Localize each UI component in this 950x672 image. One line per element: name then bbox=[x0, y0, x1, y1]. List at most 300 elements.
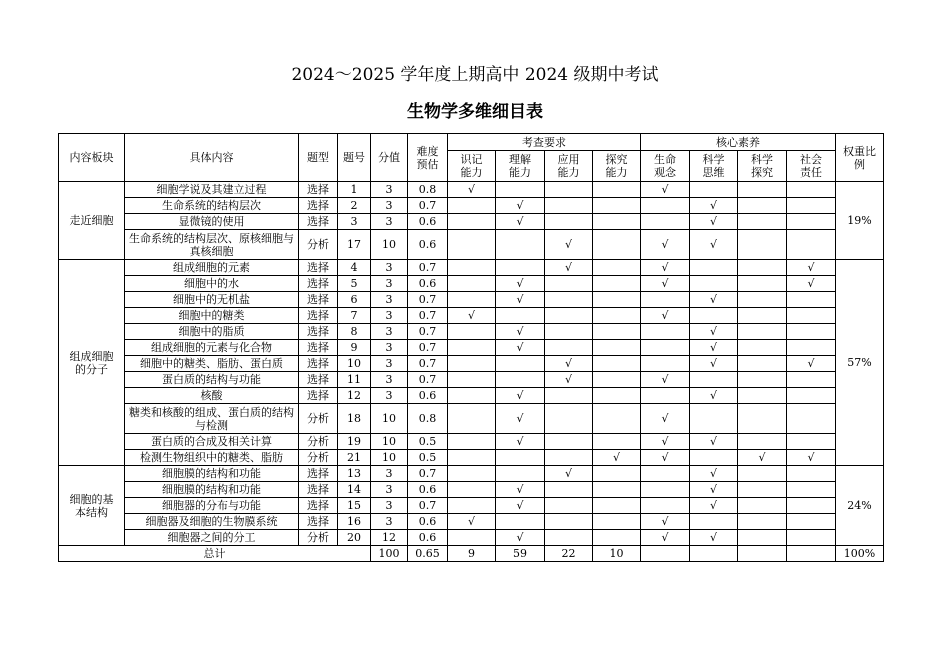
difficulty-cell: 0.6 bbox=[408, 276, 448, 292]
core-check-cell bbox=[641, 530, 690, 546]
check-mark-icon: √ bbox=[807, 277, 815, 290]
requirement-check-cell bbox=[593, 466, 641, 482]
content-cell: 组成细胞的元素 bbox=[125, 260, 299, 276]
type-cell: 分析 bbox=[299, 434, 338, 450]
requirement-check-cell bbox=[593, 372, 641, 388]
requirement-check-cell bbox=[448, 372, 496, 388]
content-cell: 生命系统的结构层次、原核细胞与真核细胞 bbox=[125, 230, 299, 260]
table-row bbox=[59, 498, 884, 514]
check-mark-icon: √ bbox=[661, 277, 669, 290]
check-mark-icon: √ bbox=[564, 261, 572, 274]
requirement-check-cell bbox=[545, 514, 593, 530]
core-check-cell bbox=[690, 260, 738, 276]
requirement-check-cell bbox=[496, 276, 545, 292]
core-check-cell bbox=[641, 434, 690, 450]
check-mark-icon: √ bbox=[709, 325, 717, 338]
core-check-cell bbox=[787, 182, 836, 198]
check-mark-icon: √ bbox=[661, 373, 669, 386]
score-cell: 3 bbox=[371, 292, 408, 308]
header-score: 分值 bbox=[371, 134, 408, 182]
header-core-col: 社会责任 bbox=[787, 151, 836, 182]
core-check-cell bbox=[738, 356, 787, 372]
requirement-check-cell bbox=[448, 514, 496, 530]
header-core-col: 科学探究 bbox=[738, 151, 787, 182]
difficulty-cell: 0.7 bbox=[408, 498, 448, 514]
content-cell: 细胞学说及其建立过程 bbox=[125, 182, 299, 198]
check-mark-icon: √ bbox=[709, 199, 717, 212]
core-check-cell bbox=[641, 466, 690, 482]
core-check-cell bbox=[690, 276, 738, 292]
core-check-cell bbox=[738, 182, 787, 198]
core-check-cell bbox=[641, 324, 690, 340]
requirement-check-cell bbox=[593, 260, 641, 276]
requirement-check-cell bbox=[448, 276, 496, 292]
core-check-cell bbox=[690, 214, 738, 230]
core-check-cell bbox=[787, 434, 836, 450]
requirement-check-cell bbox=[545, 450, 593, 466]
content-cell: 细胞器之间的分工 bbox=[125, 530, 299, 546]
requirement-check-cell bbox=[496, 324, 545, 340]
score-cell: 3 bbox=[371, 514, 408, 530]
table-row bbox=[59, 466, 884, 482]
check-mark-icon: √ bbox=[709, 341, 717, 354]
check-mark-icon: √ bbox=[564, 357, 572, 370]
core-check-cell bbox=[690, 514, 738, 530]
type-cell: 选择 bbox=[299, 466, 338, 482]
header-core-col: 生命观念 bbox=[641, 151, 690, 182]
number-cell: 19 bbox=[338, 434, 371, 450]
content-cell: 生命系统的结构层次 bbox=[125, 198, 299, 214]
core-check-cell bbox=[787, 198, 836, 214]
requirement-check-cell bbox=[593, 324, 641, 340]
header-module: 内容板块 bbox=[59, 134, 125, 182]
type-cell: 选择 bbox=[299, 276, 338, 292]
check-mark-icon: √ bbox=[661, 261, 669, 274]
core-check-cell bbox=[690, 372, 738, 388]
core-check-cell bbox=[641, 482, 690, 498]
score-cell: 3 bbox=[371, 482, 408, 498]
number-cell: 10 bbox=[338, 356, 371, 372]
requirement-check-cell bbox=[593, 388, 641, 404]
number-cell: 5 bbox=[338, 276, 371, 292]
table-row bbox=[59, 514, 884, 530]
requirement-check-cell bbox=[448, 340, 496, 356]
check-mark-icon: √ bbox=[467, 309, 475, 322]
requirement-check-cell bbox=[545, 482, 593, 498]
core-check-cell bbox=[690, 530, 738, 546]
content-cell: 显微镜的使用 bbox=[125, 214, 299, 230]
number-cell: 4 bbox=[338, 260, 371, 276]
check-mark-icon: √ bbox=[467, 515, 475, 528]
table-row bbox=[59, 230, 884, 260]
check-mark-icon: √ bbox=[758, 451, 766, 464]
core-check-cell bbox=[787, 482, 836, 498]
check-mark-icon: √ bbox=[516, 199, 524, 212]
content-cell: 组成细胞的元素与化合物 bbox=[125, 340, 299, 356]
requirement-check-cell bbox=[593, 404, 641, 434]
core-check-cell bbox=[641, 450, 690, 466]
total-label: 总计 bbox=[59, 546, 371, 562]
core-check-cell bbox=[690, 466, 738, 482]
core-check-cell bbox=[787, 276, 836, 292]
score-cell: 12 bbox=[371, 530, 408, 546]
type-cell: 选择 bbox=[299, 372, 338, 388]
requirement-check-cell bbox=[545, 356, 593, 372]
core-check-cell bbox=[690, 292, 738, 308]
requirement-check-cell bbox=[593, 308, 641, 324]
content-cell: 细胞中的水 bbox=[125, 276, 299, 292]
header-req-col: 理解能力 bbox=[496, 151, 545, 182]
core-check-cell bbox=[641, 182, 690, 198]
core-check-cell bbox=[787, 324, 836, 340]
requirement-check-cell bbox=[496, 198, 545, 214]
header-difficulty: 难度预估 bbox=[408, 134, 448, 182]
check-mark-icon: √ bbox=[709, 467, 717, 480]
score-cell: 3 bbox=[371, 308, 408, 324]
difficulty-cell: 0.7 bbox=[408, 292, 448, 308]
table-row bbox=[59, 404, 884, 434]
requirement-check-cell bbox=[448, 198, 496, 214]
score-cell: 10 bbox=[371, 434, 408, 450]
total-requirement-count: 10 bbox=[593, 546, 641, 562]
requirement-check-cell bbox=[496, 308, 545, 324]
header-number: 题号 bbox=[338, 134, 371, 182]
core-check-cell bbox=[738, 372, 787, 388]
header-weight: 权重比例 bbox=[836, 134, 884, 182]
total-core-cell bbox=[690, 546, 738, 562]
header-core-literacy: 核心素养 bbox=[641, 134, 836, 151]
difficulty-cell: 0.7 bbox=[408, 340, 448, 356]
core-check-cell bbox=[690, 340, 738, 356]
number-cell: 12 bbox=[338, 388, 371, 404]
core-check-cell bbox=[641, 198, 690, 214]
requirement-check-cell bbox=[593, 182, 641, 198]
requirement-check-cell bbox=[448, 356, 496, 372]
difficulty-cell: 0.6 bbox=[408, 482, 448, 498]
weight-cell: 19% bbox=[836, 182, 884, 260]
core-check-cell bbox=[690, 308, 738, 324]
score-cell: 3 bbox=[371, 356, 408, 372]
difficulty-cell: 0.8 bbox=[408, 404, 448, 434]
core-check-cell bbox=[641, 388, 690, 404]
core-check-cell bbox=[738, 514, 787, 530]
table-row bbox=[59, 434, 884, 450]
requirement-check-cell bbox=[496, 340, 545, 356]
header-req-col: 识记能力 bbox=[448, 151, 496, 182]
number-cell: 16 bbox=[338, 514, 371, 530]
core-check-cell bbox=[690, 482, 738, 498]
requirement-check-cell bbox=[545, 466, 593, 482]
score-cell: 3 bbox=[371, 324, 408, 340]
requirement-check-cell bbox=[448, 324, 496, 340]
requirement-check-cell bbox=[448, 482, 496, 498]
check-mark-icon: √ bbox=[709, 357, 717, 370]
core-check-cell bbox=[641, 276, 690, 292]
number-cell: 7 bbox=[338, 308, 371, 324]
core-check-cell bbox=[787, 214, 836, 230]
total-requirement-count: 9 bbox=[448, 546, 496, 562]
requirement-check-cell bbox=[545, 404, 593, 434]
core-check-cell bbox=[690, 230, 738, 260]
requirement-check-cell bbox=[593, 292, 641, 308]
core-check-cell bbox=[738, 340, 787, 356]
difficulty-cell: 0.5 bbox=[408, 434, 448, 450]
type-cell: 分析 bbox=[299, 404, 338, 434]
core-check-cell bbox=[787, 466, 836, 482]
score-cell: 3 bbox=[371, 260, 408, 276]
check-mark-icon: √ bbox=[516, 325, 524, 338]
core-check-cell bbox=[641, 404, 690, 434]
requirement-check-cell bbox=[545, 324, 593, 340]
core-check-cell bbox=[641, 498, 690, 514]
check-mark-icon: √ bbox=[516, 412, 524, 425]
requirement-check-cell bbox=[496, 260, 545, 276]
core-check-cell bbox=[738, 308, 787, 324]
core-check-cell bbox=[787, 514, 836, 530]
type-cell: 选择 bbox=[299, 182, 338, 198]
total-core-cell bbox=[641, 546, 690, 562]
check-mark-icon: √ bbox=[661, 515, 669, 528]
type-cell: 分析 bbox=[299, 230, 338, 260]
core-check-cell bbox=[690, 356, 738, 372]
core-check-cell bbox=[738, 214, 787, 230]
module-name: 组成细胞的分子 bbox=[59, 260, 125, 466]
content-cell: 细胞膜的结构和功能 bbox=[125, 482, 299, 498]
table-row bbox=[59, 372, 884, 388]
core-check-cell bbox=[787, 450, 836, 466]
number-cell: 14 bbox=[338, 482, 371, 498]
spec-table bbox=[58, 133, 884, 562]
check-mark-icon: √ bbox=[661, 238, 669, 251]
requirement-check-cell bbox=[496, 292, 545, 308]
check-mark-icon: √ bbox=[709, 435, 717, 448]
type-cell: 选择 bbox=[299, 482, 338, 498]
difficulty-cell: 0.6 bbox=[408, 514, 448, 530]
score-cell: 3 bbox=[371, 214, 408, 230]
total-core-cell bbox=[787, 546, 836, 562]
header-core-col: 科学思维 bbox=[690, 151, 738, 182]
difficulty-cell: 0.6 bbox=[408, 388, 448, 404]
number-cell: 8 bbox=[338, 324, 371, 340]
module-name: 走近细胞 bbox=[59, 182, 125, 260]
total-score: 100 bbox=[371, 546, 408, 562]
score-cell: 10 bbox=[371, 450, 408, 466]
type-cell: 选择 bbox=[299, 356, 338, 372]
core-check-cell bbox=[690, 388, 738, 404]
requirement-check-cell bbox=[448, 466, 496, 482]
requirement-check-cell bbox=[593, 482, 641, 498]
requirement-check-cell bbox=[545, 230, 593, 260]
core-check-cell bbox=[641, 356, 690, 372]
type-cell: 分析 bbox=[299, 450, 338, 466]
requirement-check-cell bbox=[448, 308, 496, 324]
requirement-check-cell bbox=[545, 276, 593, 292]
score-cell: 3 bbox=[371, 198, 408, 214]
check-mark-icon: √ bbox=[661, 451, 669, 464]
requirement-check-cell bbox=[545, 214, 593, 230]
number-cell: 1 bbox=[338, 182, 371, 198]
number-cell: 15 bbox=[338, 498, 371, 514]
difficulty-cell: 0.7 bbox=[408, 198, 448, 214]
score-cell: 3 bbox=[371, 498, 408, 514]
table-row bbox=[59, 276, 884, 292]
check-mark-icon: √ bbox=[709, 531, 717, 544]
requirement-check-cell bbox=[545, 182, 593, 198]
table-row bbox=[59, 214, 884, 230]
number-cell: 11 bbox=[338, 372, 371, 388]
requirement-check-cell bbox=[448, 260, 496, 276]
check-mark-icon: √ bbox=[612, 451, 620, 464]
check-mark-icon: √ bbox=[516, 531, 524, 544]
content-cell: 蛋白质的合成及相关计算 bbox=[125, 434, 299, 450]
content-cell: 细胞中的无机盐 bbox=[125, 292, 299, 308]
header-req-col: 应用能力 bbox=[545, 151, 593, 182]
content-cell: 核酸 bbox=[125, 388, 299, 404]
type-cell: 选择 bbox=[299, 292, 338, 308]
core-check-cell bbox=[787, 308, 836, 324]
number-cell: 18 bbox=[338, 404, 371, 434]
core-check-cell bbox=[738, 530, 787, 546]
requirement-check-cell bbox=[593, 340, 641, 356]
requirement-check-cell bbox=[496, 498, 545, 514]
score-cell: 3 bbox=[371, 276, 408, 292]
type-cell: 选择 bbox=[299, 324, 338, 340]
requirement-check-cell bbox=[448, 292, 496, 308]
core-check-cell bbox=[787, 404, 836, 434]
check-mark-icon: √ bbox=[709, 238, 717, 251]
number-cell: 3 bbox=[338, 214, 371, 230]
table-row bbox=[59, 260, 884, 276]
requirement-check-cell bbox=[593, 434, 641, 450]
core-check-cell bbox=[641, 230, 690, 260]
check-mark-icon: √ bbox=[564, 373, 572, 386]
requirement-check-cell bbox=[545, 292, 593, 308]
requirement-check-cell bbox=[448, 450, 496, 466]
requirement-check-cell bbox=[593, 450, 641, 466]
requirement-check-cell bbox=[448, 230, 496, 260]
requirement-check-cell bbox=[496, 450, 545, 466]
number-cell: 21 bbox=[338, 450, 371, 466]
number-cell: 6 bbox=[338, 292, 371, 308]
check-mark-icon: √ bbox=[516, 341, 524, 354]
requirement-check-cell bbox=[496, 466, 545, 482]
requirement-check-cell bbox=[496, 434, 545, 450]
core-check-cell bbox=[641, 372, 690, 388]
number-cell: 17 bbox=[338, 230, 371, 260]
requirement-check-cell bbox=[545, 372, 593, 388]
table-row bbox=[59, 388, 884, 404]
number-cell: 9 bbox=[338, 340, 371, 356]
core-check-cell bbox=[690, 182, 738, 198]
check-mark-icon: √ bbox=[709, 293, 717, 306]
total-requirement-count: 59 bbox=[496, 546, 545, 562]
header-row-1 bbox=[59, 134, 884, 151]
requirement-check-cell bbox=[593, 514, 641, 530]
content-cell: 细胞中的脂质 bbox=[125, 324, 299, 340]
core-check-cell bbox=[738, 260, 787, 276]
check-mark-icon: √ bbox=[516, 277, 524, 290]
table-row bbox=[59, 450, 884, 466]
check-mark-icon: √ bbox=[564, 467, 572, 480]
score-cell: 3 bbox=[371, 388, 408, 404]
requirement-check-cell bbox=[593, 214, 641, 230]
core-check-cell bbox=[641, 340, 690, 356]
total-difficulty: 0.65 bbox=[408, 546, 448, 562]
core-check-cell bbox=[738, 292, 787, 308]
requirement-check-cell bbox=[545, 198, 593, 214]
core-check-cell bbox=[787, 530, 836, 546]
check-mark-icon: √ bbox=[661, 531, 669, 544]
check-mark-icon: √ bbox=[709, 215, 717, 228]
difficulty-cell: 0.7 bbox=[408, 356, 448, 372]
number-cell: 20 bbox=[338, 530, 371, 546]
check-mark-icon: √ bbox=[516, 483, 524, 496]
core-check-cell bbox=[738, 482, 787, 498]
page-subtitle: 生物学多维细目表 bbox=[407, 102, 543, 122]
total-weight: 100% bbox=[836, 546, 884, 562]
score-cell: 10 bbox=[371, 404, 408, 434]
requirement-check-cell bbox=[593, 530, 641, 546]
core-check-cell bbox=[690, 450, 738, 466]
weight-cell: 57% bbox=[836, 260, 884, 466]
header-content: 具体内容 bbox=[125, 134, 299, 182]
requirement-check-cell bbox=[545, 530, 593, 546]
table-row bbox=[59, 356, 884, 372]
core-check-cell bbox=[738, 498, 787, 514]
core-check-cell bbox=[787, 372, 836, 388]
check-mark-icon: √ bbox=[661, 435, 669, 448]
check-mark-icon: √ bbox=[661, 412, 669, 425]
check-mark-icon: √ bbox=[709, 389, 717, 402]
core-check-cell bbox=[690, 198, 738, 214]
total-core-cell bbox=[738, 546, 787, 562]
header-type: 题型 bbox=[299, 134, 338, 182]
content-cell: 细胞中的糖类、脂肪、蛋白质 bbox=[125, 356, 299, 372]
requirement-check-cell bbox=[496, 372, 545, 388]
core-check-cell bbox=[738, 434, 787, 450]
requirement-check-cell bbox=[496, 388, 545, 404]
module-name: 细胞的基本结构 bbox=[59, 466, 125, 546]
content-cell: 细胞器及细胞的生物膜系统 bbox=[125, 514, 299, 530]
core-check-cell bbox=[641, 214, 690, 230]
core-check-cell bbox=[787, 260, 836, 276]
content-cell: 细胞中的糖类 bbox=[125, 308, 299, 324]
difficulty-cell: 0.7 bbox=[408, 372, 448, 388]
difficulty-cell: 0.6 bbox=[408, 214, 448, 230]
content-cell: 检测生物组织中的糖类、脂肪 bbox=[125, 450, 299, 466]
core-check-cell bbox=[738, 230, 787, 260]
requirement-check-cell bbox=[593, 276, 641, 292]
requirement-check-cell bbox=[496, 514, 545, 530]
core-check-cell bbox=[787, 230, 836, 260]
core-check-cell bbox=[690, 434, 738, 450]
difficulty-cell: 0.7 bbox=[408, 308, 448, 324]
requirement-check-cell bbox=[448, 182, 496, 198]
score-cell: 3 bbox=[371, 182, 408, 198]
requirement-check-cell bbox=[496, 214, 545, 230]
header-req-col: 探究能力 bbox=[593, 151, 641, 182]
requirement-check-cell bbox=[545, 498, 593, 514]
table-row bbox=[59, 182, 884, 198]
requirement-check-cell bbox=[545, 308, 593, 324]
requirement-check-cell bbox=[496, 404, 545, 434]
requirement-check-cell bbox=[545, 340, 593, 356]
requirement-check-cell bbox=[593, 498, 641, 514]
core-check-cell bbox=[690, 324, 738, 340]
check-mark-icon: √ bbox=[807, 357, 815, 370]
number-cell: 13 bbox=[338, 466, 371, 482]
core-check-cell bbox=[690, 404, 738, 434]
